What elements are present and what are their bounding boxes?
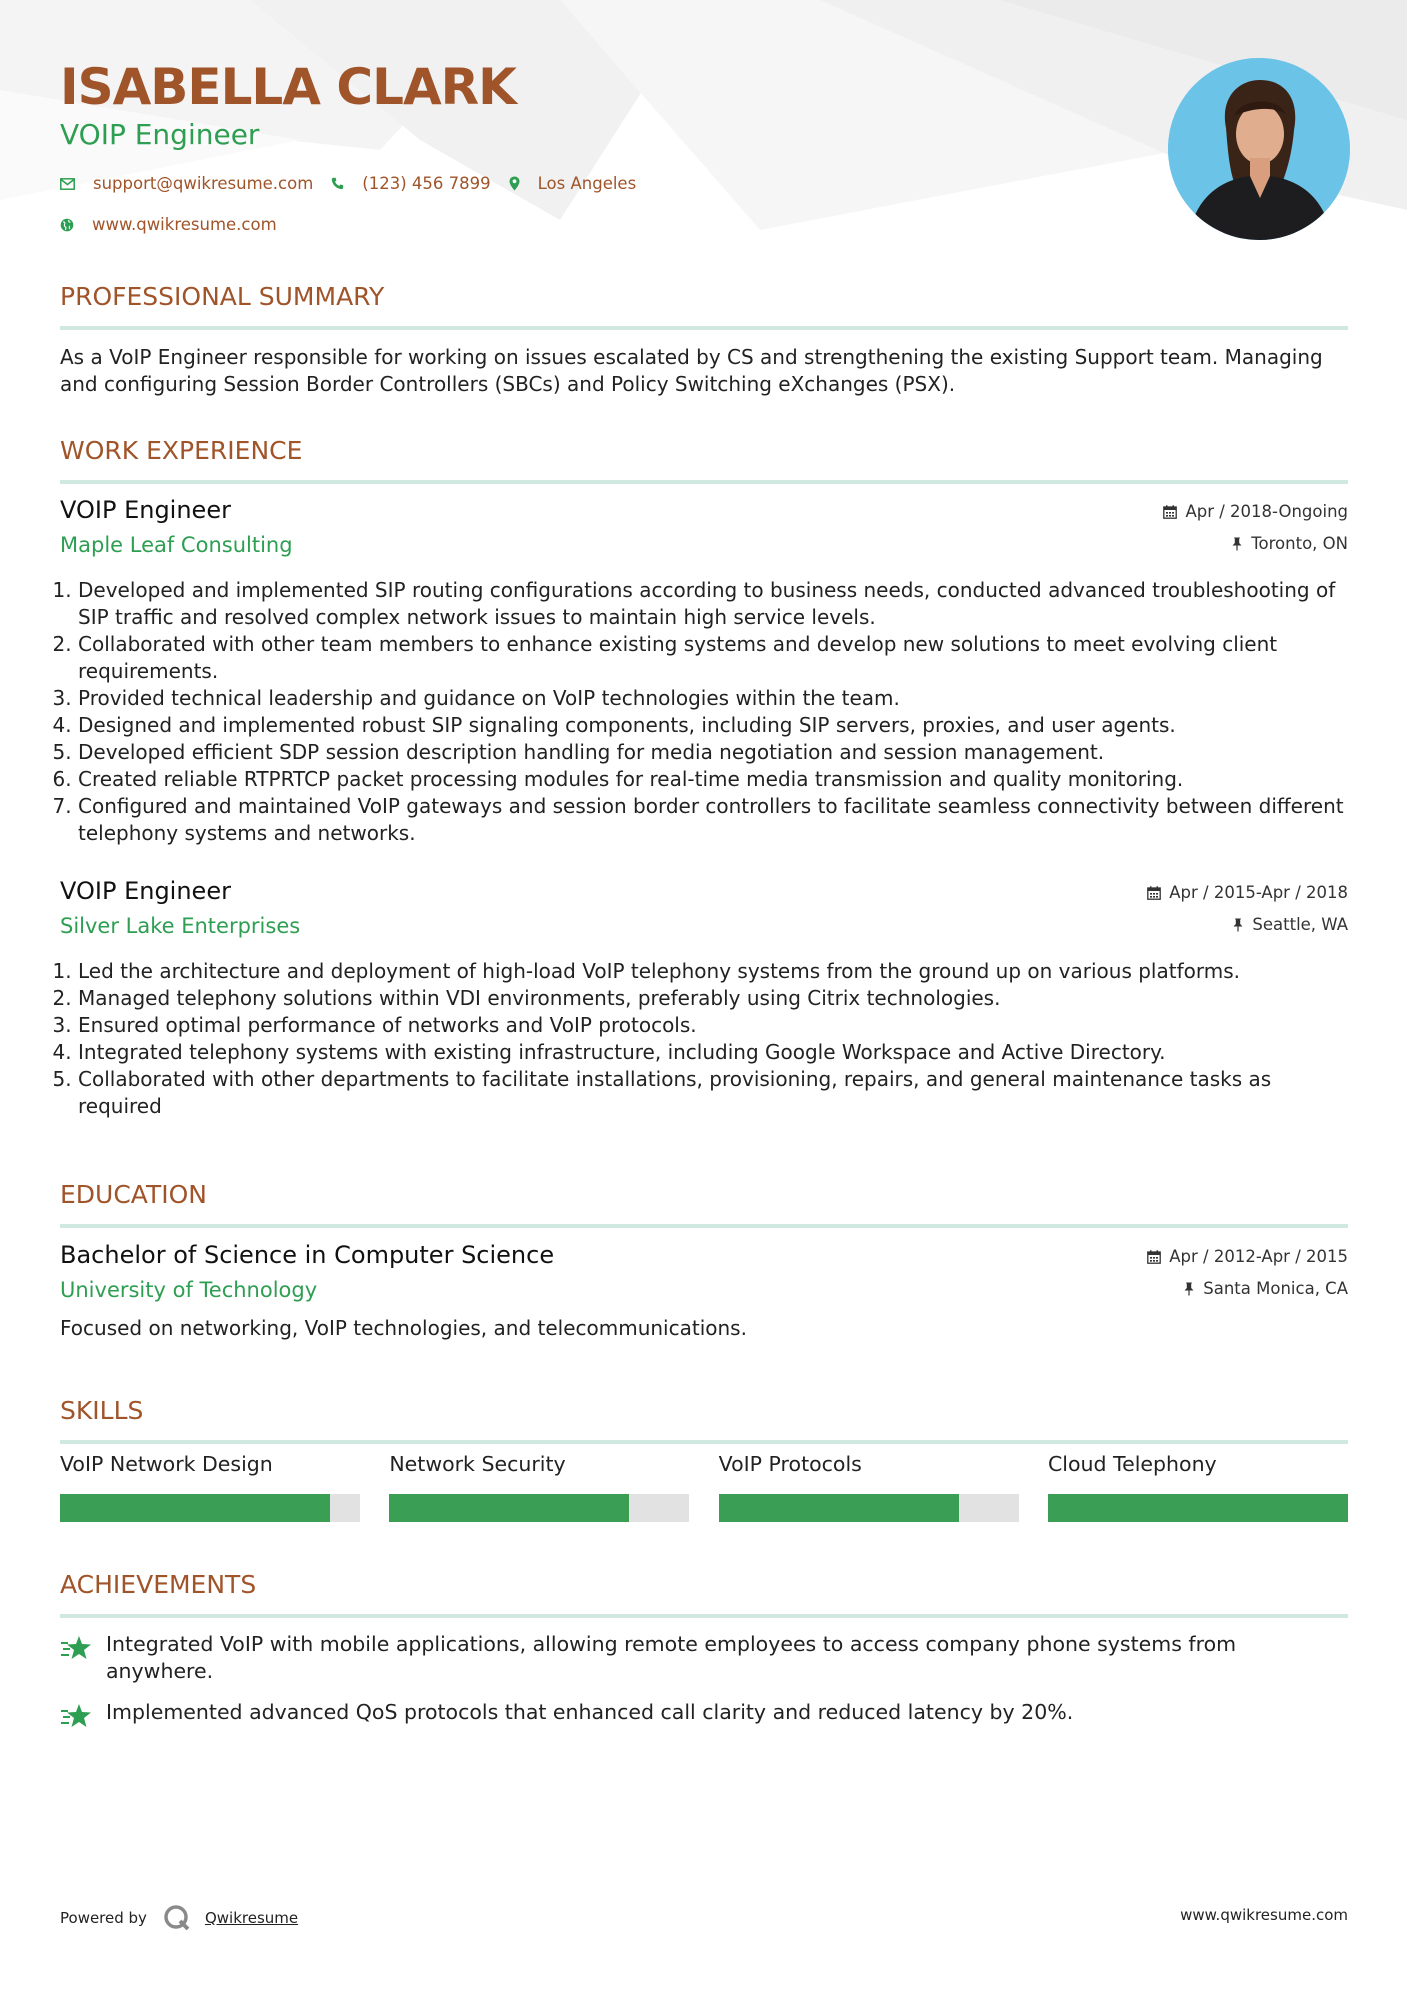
website-text: www.qwikresume.com [92,215,277,234]
achievement-text: Integrated VoIP with mobile applications, allowing remote employees to access company phone systems from anywhere. [106,1632,1237,1683]
school-name: University of Technology [60,1278,318,1302]
skills-heading-text: SKILLS [60,1396,144,1425]
job-role: VOIP Engineer [60,877,231,905]
pushpin-icon [1232,918,1244,932]
job-date-text: Apr / 2018-Ongoing [1185,502,1348,521]
skill-name: VoIP Network Design [60,1452,273,1476]
job-date-text: Apr / 2015-Apr / 2018 [1169,883,1348,902]
job-date [1147,883,1348,902]
experience-heading [60,436,1348,465]
education-date [1147,1247,1348,1266]
job-company: Maple Leaf Consulting [60,533,293,557]
globe-icon [60,218,74,232]
job-duties-list [60,577,1348,847]
skills-list [60,1452,1348,1522]
skill-level-bar [719,1494,1019,1522]
skill-name: Network Security [389,1452,566,1476]
person-portrait-icon [1168,58,1350,240]
phone-text: (123) 456 7899 [362,174,491,193]
education-heading-text: EDUCATION [60,1180,207,1209]
achievement-text: Implemented advanced QoS protocols that enhanced call clarity and reduced latency by 20%. [106,1700,1074,1724]
phone-item[interactable] [331,174,490,193]
section-divider [60,480,1348,484]
skill-level-bar [1048,1494,1348,1522]
candidate-title: VOIP Engineer [60,118,260,151]
list-item: 5. Collaborated with other departments to facilitate installations, provisioning, repairs, and general maintenance tasks as required [78,1066,1348,1120]
achievement-item [60,1699,1348,1729]
list-item: 3. Ensured optimal performance of networks and VoIP protocols. [78,1012,1348,1039]
job-location-text: Seattle, WA [1252,915,1348,934]
achievements-heading-text: ACHIEVEMENTS [60,1570,257,1599]
shooting-star-icon [60,1703,92,1729]
job-company: Silver Lake Enterprises [60,914,301,938]
map-pin-icon [509,176,520,191]
skill-level-bar [389,1494,689,1522]
skill-item [719,1452,1019,1522]
list-item: 7. Configured and maintained VoIP gateways and session border controllers to facilitate seamless connectivity between different telephony systems and networks. [78,793,1348,847]
list-item: 1. Developed and implemented SIP routing configurations according to business needs, conducted advanced troubleshooting of SIP traffic and resolved complex network issues to maintain high service levels. [78,577,1348,631]
calendar-icon [1163,505,1177,519]
skill-level-bar [60,1494,360,1522]
job-duties-list [60,958,1348,1120]
calendar-icon [1147,886,1161,900]
skill-level-fill [719,1494,959,1522]
education-heading [60,1180,1348,1209]
calendar-icon [1147,1250,1161,1264]
education-date-text: Apr / 2012-Apr / 2015 [1169,1247,1348,1266]
summary-text: As a VoIP Engineer responsible for working on issues escalated by CS and strengthening the existing Support team. Managing and configuring Session Border Controllers (SBCs) and Policy Switching eXchanges (PSX). [60,345,1323,396]
list-item: 4. Integrated telephony systems with existing infrastructure, including Google Workspace and Active Directory. [78,1039,1348,1066]
pushpin-icon [1231,537,1243,551]
location-item [509,174,637,193]
job-location [1231,534,1348,553]
education-location-text: Santa Monica, CA [1203,1279,1348,1298]
section-divider [60,1224,1348,1228]
powered-by-label: Powered by [60,1909,147,1927]
skill-item [389,1452,689,1522]
profile-photo [1168,58,1350,240]
list-item: 6. Created reliable RTPRTCP packet processing modules for real-time media transmission and quality monitoring. [78,766,1348,793]
footer [60,1898,1348,1938]
summary-heading-text: PROFESSIONAL SUMMARY [60,282,385,311]
website-item[interactable] [60,215,277,234]
list-item: 1. Led the architecture and deployment of high-load VoIP telephony systems from the ground up on various platforms. [78,958,1348,985]
achievements-heading [60,1570,1348,1599]
qwikresume-logo-icon [163,1904,191,1932]
candidate-name: ISABELLA CLARK [60,58,516,116]
email-item[interactable] [60,174,313,193]
skill-level-fill [1048,1494,1348,1522]
skill-item [60,1452,360,1522]
list-item: 3. Provided technical leadership and guidance on VoIP technologies within the team. [78,685,1348,712]
shooting-star-icon [60,1635,92,1661]
skill-name: VoIP Protocols [718,1452,862,1476]
email-text: support@qwikresume.com [93,174,314,193]
contact-row-primary [60,174,654,193]
powered-by [60,1904,298,1932]
skill-item [1048,1452,1348,1522]
job-location-text: Toronto, ON [1251,534,1348,553]
job-date [1163,502,1348,521]
pushpin-icon [1183,1282,1195,1296]
list-item: 2. Collaborated with other team members to enhance existing systems and develop new solutions to meet evolving client requirements. [78,631,1348,685]
phone-icon [331,177,344,190]
section-divider [60,1614,1348,1618]
skill-level-fill [389,1494,629,1522]
section-divider [60,1440,1348,1444]
envelope-icon [60,178,75,190]
degree-name: Bachelor of Science in Computer Science [60,1241,555,1269]
footer-url[interactable]: www.qwikresume.com [1180,1906,1348,1924]
brand-link[interactable]: Qwikresume [204,1909,299,1927]
skills-heading [60,1396,1348,1425]
contact-row-secondary [60,215,295,234]
job-role: VOIP Engineer [60,496,231,524]
skill-level-fill [60,1494,330,1522]
list-item: 4. Designed and implemented robust SIP signaling components, including SIP servers, proxies, and user agents. [78,712,1348,739]
list-item: 5. Developed efficient SDP session description handling for media negotiation and session management. [78,739,1348,766]
skill-name: Cloud Telephony [1047,1452,1217,1476]
summary-heading [60,282,1348,311]
education-location [1183,1279,1348,1298]
achievement-item [60,1631,1348,1685]
list-item: 2. Managed telephony solutions within VDI environments, preferably using Citrix technologies. [78,985,1348,1012]
location-text: Los Angeles [537,174,637,193]
job-location [1232,915,1348,934]
experience-heading-text: WORK EXPERIENCE [60,436,303,465]
section-divider [60,326,1348,330]
education-description: Focused on networking, VoIP technologies, and telecommunications. [60,1316,747,1340]
